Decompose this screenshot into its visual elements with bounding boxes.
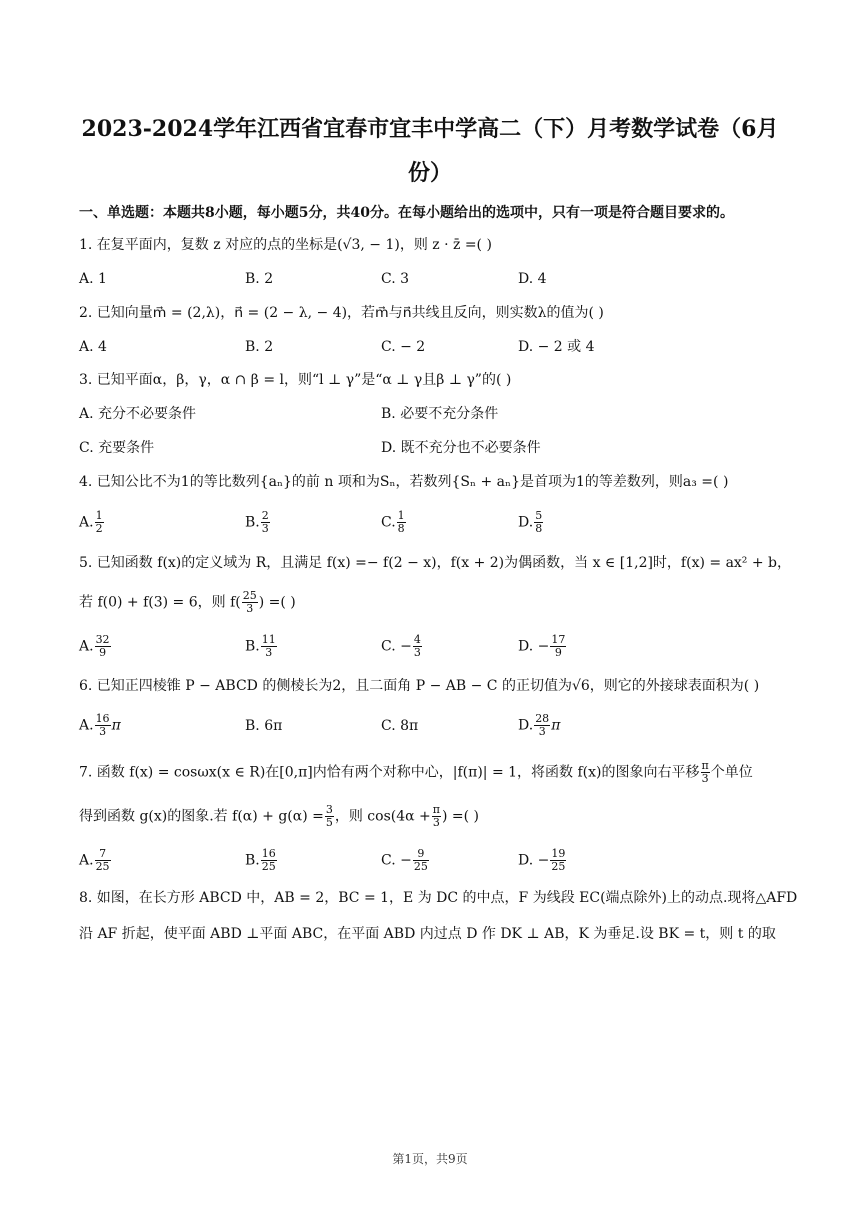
q7-option-a: A. $\frac{7}{25}$ (79, 847, 110, 873)
q7-option-b: B. $\frac{16}{25}$ (245, 847, 276, 873)
q7-option-d: D. − $\frac{19}{25}$ (518, 847, 566, 873)
question-1-stem: 1. 在复平面内，复数 z 对应的点的坐标是(√3, − 1)，则 z · z̄ =( ) (79, 237, 492, 253)
q6-option-a: A. $\frac{16}{3}$ π (79, 712, 121, 738)
q2-option-b: B. 2 (245, 339, 274, 355)
q2-option-c: C. − 2 (381, 339, 426, 355)
question-8-stem-line1: 8. 如图，在长方形 ABCD 中，AB = 2，BC = 1，E 为 DC 的中点，F 为线段 EC(端点除外)上的动点.现将△AFD (79, 890, 798, 906)
question-4-stem: 4. 已知公比不为1的等比数列{aₙ}的前 n 项和为Sₙ，若数列{Sₙ + aₙ}是首项为1的等差数列，则a₃ =( ) (79, 474, 729, 490)
question-2-stem: 2. 已知向量m⃗ = (2,λ)，n⃗ = (2 − λ, − 4)，若m⃗与n⃗共线且反向，则实数λ的值为( ) (79, 305, 604, 321)
page-footer: 第1页，共9页 (392, 1152, 468, 1166)
question-5-stem-line1: 5. 已知函数 f(x)的定义域为 R，且满足 f(x) =− f(2 − x)，f(x + 2)为偶函数，当 x ∈ [1,2]时，f(x) = ax² + b， (79, 555, 792, 571)
q3-option-c: C. 充要条件 (79, 440, 155, 456)
q1-option-a: A. 1 (79, 271, 107, 287)
q6-option-c: C. 8π (381, 718, 419, 734)
section-heading: 一、单选题：本题共8小题，每小题5分，共40分。在每小题给出的选项中，只有一项是符合题目要求的。 (79, 205, 734, 221)
option-label: C. (381, 514, 396, 531)
fraction: $\frac{1}{2}$ (95, 509, 103, 535)
fraction: $\frac{2}{3}$ (261, 509, 269, 535)
q5-option-b: B. $\frac{11}{3}$ (245, 633, 276, 659)
question-3-stem: 3. 已知平面α，β，γ，α ∩ β = l，则“l ⊥ γ”是“α ⊥ γ且β ⊥ γ”的( ) (79, 372, 512, 388)
q5-option-a: A. $\frac{32}{9}$ (79, 633, 110, 659)
q7-option-c: C. − $\frac{9}{25}$ (381, 847, 428, 873)
fraction: $\frac{5}{8}$ (535, 509, 543, 535)
question-6-stem: 6. 已知正四棱锥 P − ABCD 的侧棱长为2，且二面角 P − AB − C 的正切值为√6，则它的外接球表面积为( ) (79, 678, 760, 694)
q4-option-c (381, 510, 407, 535)
question-5-stem-line2: 若 f(0) + f(3) = 6，则 f( $\frac{25}{3}$ ) =( ) (79, 589, 296, 615)
q1-option-d: D. 4 (518, 271, 547, 287)
q5-option-d: D. − $\frac{17}{9}$ (518, 633, 566, 659)
q3-option-d: D. 既不充分也不必要条件 (381, 440, 541, 456)
q3-option-a: A. 充分不必要条件 (79, 406, 197, 422)
question-7-stem-line2: 得到函数 g(x)的图象.若 f(α) + g(α) = $\frac{3}{5}$ ，则 cos(4α + $\frac{\pi}{3}$ ) =( ) (79, 803, 480, 829)
q3-option-b: B. 必要不充分条件 (381, 406, 499, 422)
q4-option-a (79, 510, 105, 535)
q1-option-b: B. 2 (245, 271, 274, 287)
question-7-stem-line1: 7. 函数 f(x) = cosωx(x ∈ R)在[0,π]内恰有两个对称中心，|f(π)| = 1，将函数 f(x)的图象向右平移 $\frac{\pi}{3}$ 个单位 (79, 759, 753, 785)
q2-option-d: D. − 2 或 4 (518, 339, 595, 355)
option-label: D. (518, 514, 534, 531)
q1-option-c: C. 3 (381, 271, 410, 287)
exam-title-line2: 份） (407, 160, 452, 186)
q5-option-c: C. − $\frac{4}{3}$ (381, 633, 421, 659)
q6-option-d: D. $\frac{28}{3}$ π (518, 712, 561, 738)
exam-title-line1: 2023-2024学年江西省宜春市宜丰中学高二（下）月考数学试卷（6月 (81, 116, 779, 142)
q2-option-a: A. 4 (79, 339, 107, 355)
question-8-stem-line2: 沿 AF 折起，使平面 ABD ⊥平面 ABC，在平面 ABD 内过点 D 作 DK ⊥ AB，K 为垂足.设 BK = t，则 t 的取 (79, 926, 776, 942)
option-label: B. (245, 514, 260, 531)
q6-option-b: B. 6π (245, 718, 283, 734)
q4-option-d (518, 510, 544, 535)
q4-option-b (245, 510, 271, 535)
option-label: A. (79, 514, 94, 531)
fraction: $\frac{1}{8}$ (397, 509, 405, 535)
